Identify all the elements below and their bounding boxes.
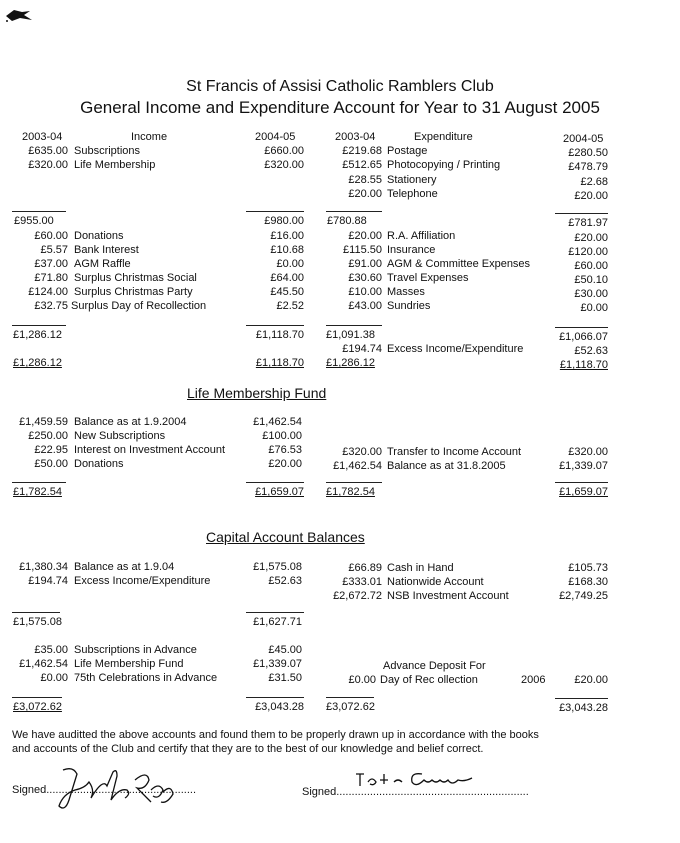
- income-col-prev-header: 2003-04: [22, 131, 63, 143]
- income-total-rule-prev: [12, 325, 66, 326]
- capital-right-label: NSB Investment Account: [387, 590, 509, 602]
- life-right-prev: £1,462.54: [333, 460, 382, 472]
- expenditure-total-rule-curr: [555, 327, 608, 328]
- income-row-curr: £10.68: [270, 244, 304, 256]
- advance-prev: £0.00: [348, 674, 376, 686]
- income-row-curr: £0.00: [276, 258, 304, 270]
- expenditure-row-label: Travel Expenses: [387, 272, 469, 284]
- income-row-curr: £320.00: [264, 159, 304, 171]
- expenditure-row-curr: £30.00: [574, 288, 608, 300]
- income-subtotal-prev: £955.00: [14, 215, 54, 227]
- income-row-prev: £32.75: [34, 300, 68, 312]
- expenditure-subtotal-curr: £781.97: [568, 217, 608, 229]
- life-left-curr: £20.00: [268, 458, 302, 470]
- capital-left-prev: £1,462.54: [19, 658, 68, 670]
- life-left-prev: £50.00: [34, 458, 68, 470]
- capital-right-label: Nationwide Account: [387, 576, 484, 588]
- expenditure-row-curr: £120.00: [568, 246, 608, 258]
- expenditure-row-label: Sundries: [387, 300, 431, 312]
- capital-heading: Capital Account Balances: [206, 529, 365, 545]
- income-row-label: Donations: [74, 230, 124, 242]
- expenditure-row-prev: £43.00: [348, 300, 382, 312]
- signed-left-line: Signed.................................................: [12, 784, 197, 796]
- expenditure-row-curr: £20.00: [574, 232, 608, 244]
- life-total-rule-left-curr: [246, 482, 304, 483]
- life-left-curr: £1,462.54: [253, 416, 302, 428]
- capital-total-rule-right-prev: [326, 697, 374, 698]
- audit-statement-line2: and accounts of the Club and certify that they are to the best of our knowledge and belief correct.: [12, 743, 484, 755]
- income-row-label: Bank Interest: [74, 244, 139, 256]
- expenditure-row-curr: £60.00: [574, 260, 608, 272]
- life-left-prev: £1,459.59: [19, 416, 68, 428]
- expenditure-col-curr-header: 2004-05: [563, 133, 604, 145]
- audit-statement-line1: We have auditted the above accounts and found them to be properly drawn up in accordance with the books: [12, 729, 539, 741]
- life-left-label: Interest on Investment Account: [74, 444, 226, 456]
- income-grand-curr: £1,118.70: [255, 357, 304, 369]
- life-total-rule-left-prev: [12, 482, 66, 483]
- capital-total-rule-left-prev: [12, 697, 62, 698]
- excess-curr: £52.63: [574, 345, 608, 357]
- income-row-label: Surplus Day of Recollection: [71, 300, 207, 312]
- capital-left-curr: £1,575.08: [253, 561, 302, 573]
- signed-right-line: Signed...............................................................: [302, 786, 529, 798]
- advance-label-line2: Day of Rec ollection: [380, 674, 478, 686]
- expenditure-row-label: R.A. Affiliation: [387, 230, 456, 242]
- capital-left-label: Balance as at 1.9.04: [74, 561, 175, 573]
- life-total-right-prev: £1,782.54: [326, 486, 375, 498]
- life-left-curr: £76.53: [268, 444, 302, 456]
- expenditure-row-curr: £280.50: [568, 147, 608, 159]
- scan-mark-icon: [4, 6, 34, 24]
- capital-right-prev: £333.01: [342, 576, 382, 588]
- life-left-prev: £250.00: [28, 430, 68, 442]
- capital-subtotal-rule-curr: [246, 612, 304, 613]
- expenditure-row-prev: £115.50: [343, 244, 382, 256]
- capital-total-left-curr: £3,043.28: [255, 701, 304, 713]
- expenditure-row-prev: £512.65: [342, 159, 382, 171]
- life-total-left-curr: £1,659.07: [255, 486, 304, 498]
- capital-total-rule-left-curr: [246, 697, 304, 698]
- expenditure-row-label: Masses: [387, 286, 425, 298]
- life-right-curr: £320.00: [568, 446, 608, 458]
- expenditure-row-curr: £2.68: [580, 176, 608, 188]
- life-left-label: Donations: [74, 458, 124, 470]
- expenditure-row-label: Insurance: [387, 244, 436, 256]
- life-right-prev: £320.00: [342, 446, 382, 458]
- excess-label: Excess Income/Expenditure: [387, 343, 524, 355]
- expenditure-row-prev: £28.55: [348, 174, 382, 186]
- capital-total-right-curr: £3,043.28: [559, 702, 608, 714]
- excess-prev: £194.74: [342, 343, 382, 355]
- capital-right-label: Cash in Hand: [387, 562, 454, 574]
- capital-left-curr: £45.00: [268, 644, 302, 656]
- capital-left-label: 75th Celebrations in Advance: [74, 672, 218, 684]
- expenditure-row-label: AGM & Committee Expenses: [387, 258, 531, 270]
- income-subtotal-rule-prev: [12, 211, 66, 212]
- expenditure-subtotal-prev: £780.88: [327, 215, 367, 227]
- life-total-left-prev: £1,782.54: [13, 486, 62, 498]
- expenditure-row-label: Telephone: [387, 188, 438, 200]
- capital-left-prev: £0.00: [40, 672, 68, 684]
- expenditure-row-prev: £10.00: [348, 286, 382, 298]
- income-row-prev: £37.00: [34, 258, 68, 270]
- capital-left-curr: £52.63: [268, 575, 302, 587]
- life-right-label: Transfer to Income Account: [387, 446, 522, 458]
- income-subtotal-curr: £980.00: [264, 215, 304, 227]
- income-row-curr: £660.00: [264, 145, 304, 157]
- expenditure-row-prev: £30.60: [348, 272, 382, 284]
- expenditure-row-curr: £0.00: [580, 302, 608, 314]
- life-total-right-curr: £1,659.07: [559, 486, 608, 498]
- expenditure-grand-curr: £1,118.70: [559, 359, 608, 371]
- advance-year: 2006: [521, 674, 546, 686]
- income-row-label: Life Membership: [74, 159, 156, 171]
- capital-total-rule-right-curr: [555, 698, 608, 699]
- expenditure-grand-prev: £1,286.12: [326, 357, 375, 369]
- income-row-prev: £71.80: [34, 272, 68, 284]
- expenditure-row-curr: £20.00: [574, 190, 608, 202]
- capital-subtotal-prev: £1,575.08: [13, 616, 62, 628]
- capital-left-curr: £1,339.07: [253, 658, 302, 670]
- income-grand-prev: £1,286.12: [13, 357, 62, 369]
- income-row-curr: £16.00: [270, 230, 304, 242]
- capital-right-curr: £2,749.25: [559, 590, 608, 602]
- income-row-prev: £635.00: [28, 145, 68, 157]
- capital-left-label: Life Membership Fund: [74, 658, 184, 670]
- signature-left-icon: [55, 760, 195, 815]
- expenditure-row-label: Photocopying / Printing: [387, 159, 501, 171]
- income-row-label: Subscriptions: [74, 145, 141, 157]
- expenditure-row-prev: £91.00: [348, 258, 382, 270]
- life-right-curr: £1,339.07: [559, 460, 608, 472]
- income-row-prev: £60.00: [34, 230, 68, 242]
- income-total-rule-curr: [246, 325, 304, 326]
- income-col-label-header: Income: [131, 131, 168, 143]
- income-row-prev: £320.00: [28, 159, 68, 171]
- capital-subtotal-curr: £1,627.71: [253, 616, 302, 628]
- expenditure-row-label: Postage: [387, 145, 428, 157]
- capital-left-curr: £31.50: [268, 672, 302, 684]
- income-row-label: Surplus Christmas Social: [74, 272, 197, 284]
- life-right-label: Balance as at 31.8.2005: [387, 460, 506, 472]
- life-total-rule-right-prev: [326, 482, 382, 483]
- life-left-label: New Subscriptions: [74, 430, 166, 442]
- expenditure-row-label: Stationery: [387, 174, 437, 186]
- expenditure-subtotal-rule-curr: [555, 213, 608, 214]
- expenditure-subtotal-rule-prev: [326, 211, 382, 212]
- life-total-rule-right-curr: [555, 482, 608, 483]
- expenditure-row-curr: £50.10: [574, 274, 608, 286]
- income-total-prev: £1,286.12: [13, 329, 62, 341]
- capital-right-curr: £168.30: [568, 576, 608, 588]
- capital-right-prev: £66.89: [348, 562, 382, 574]
- expenditure-row-prev: £20.00: [348, 230, 382, 242]
- capital-left-label: Excess Income/Expenditure: [74, 575, 211, 587]
- life-left-label: Balance as at 1.9.2004: [74, 416, 187, 428]
- expenditure-row-prev: £20.00: [348, 188, 382, 200]
- expenditure-row-prev: £219.68: [342, 145, 382, 157]
- capital-left-prev: £194.74: [28, 575, 68, 587]
- expenditure-row-curr: £478.79: [568, 161, 608, 173]
- income-row-label: AGM Raffle: [74, 258, 131, 270]
- capital-left-prev: £1,380.34: [19, 561, 68, 573]
- income-row-label: Surplus Christmas Party: [74, 286, 193, 298]
- income-row-curr: £64.00: [270, 272, 304, 284]
- capital-total-left-prev: £3,072.62: [13, 701, 62, 713]
- expenditure-total-rule-prev: [326, 325, 382, 326]
- club-name: St Francis of Assisi Catholic Ramblers Club: [186, 78, 494, 95]
- capital-total-right-prev: £3,072.62: [326, 701, 375, 713]
- capital-left-prev: £35.00: [34, 644, 68, 656]
- income-subtotal-rule-curr: [246, 211, 304, 212]
- advance-curr: £20.00: [574, 674, 608, 686]
- life-membership-heading: Life Membership Fund: [187, 385, 327, 401]
- income-row-prev: £5.57: [40, 244, 68, 256]
- report-title: General Income and Expenditure Account for Year to 31 August 2005: [80, 98, 600, 117]
- income-col-curr-header: 2004-05: [255, 131, 296, 143]
- life-left-prev: £22.95: [34, 444, 68, 456]
- capital-right-curr: £105.73: [568, 562, 608, 574]
- capital-left-label: Subscriptions in Advance: [74, 644, 197, 656]
- expenditure-total-curr: £1,066.07: [559, 331, 608, 343]
- signature-right-icon: [352, 768, 492, 792]
- income-total-curr: £1,118.70: [255, 329, 304, 341]
- life-left-curr: £100.00: [262, 430, 302, 442]
- expenditure-col-prev-header: 2003-04: [335, 131, 376, 143]
- expenditure-total-prev: £1,091.38: [326, 329, 375, 341]
- advance-label-line1: Advance Deposit For: [383, 660, 486, 672]
- income-row-curr: £2.52: [276, 300, 304, 312]
- expenditure-col-label-header: Expenditure: [414, 131, 473, 143]
- capital-subtotal-rule-prev: [12, 612, 60, 613]
- income-row-curr: £45.50: [270, 286, 304, 298]
- income-row-prev: £124.00: [28, 286, 68, 298]
- capital-right-prev: £2,672.72: [333, 590, 382, 602]
